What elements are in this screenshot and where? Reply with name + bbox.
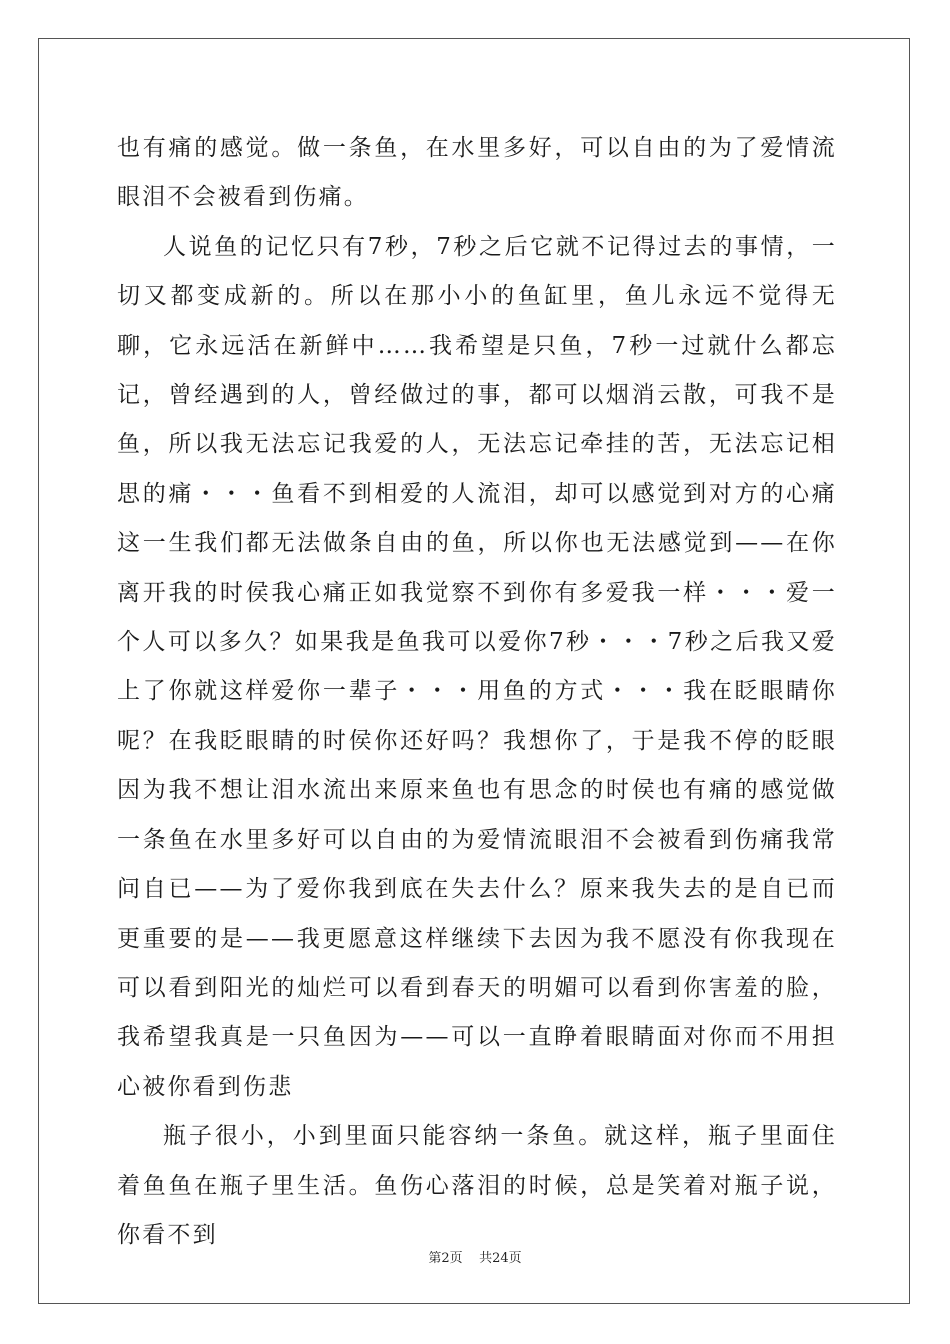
- paragraph-1: 也有痛的感觉。做一条鱼，在水里多好，可以自由的为了爱情流眼泪不会被看到伤痛。: [117, 135, 837, 211]
- page-number-footer: 第2页 共24页: [428, 1251, 522, 1266]
- document-body: [117, 124, 837, 1260]
- paragraph-2: 人说鱼的记忆只有7秒，7秒之后它就不记得过去的事情，一切又都变成新的。所以在那小小的鱼缸里，鱼儿永远不觉得无聊，它永远活在新鲜中……我希望是只鱼，7秒一过就什么都忘记，曾经遇到的人，曾经做过的事，都可以烟消云散，可我不是鱼，所以我无法忘记我爱的人，无法忘记牵挂的苦，无法忘记相思的痛・・・鱼看不到相爱的人流泪，却可以感觉到对方的心痛这一生我们都无法做条自由的鱼，所以你也无法感觉到——在你离开我的时侯我心痛正如我觉察不到你有多爱我一样・・・爱一个人可以多久？如果我是鱼我可以爱你7秒・・・7秒之后我又爱上了你就这样爱你一辈子・・・用鱼的方式・・・我在眨眼睛你呢？在我眨眼睛的时侯你还好吗？我想你了，于是我不停的眨眼因为我不想让泪水流出来原来鱼也有思念的时侯也有痛的感觉做一条鱼在水里多好可以自由的为爱情流眼泪不会被看到伤痛我常问自已——为了爱你我到底在失去什么？原来我失去的是自已而更重要的是——我更愿意这样继续下去因为我不愿没有你我现在可以看到阳光的灿烂可以看到春天的明媚可以看到你害羞的脸，我希望我真是一只鱼因为——可以一直睁着眼睛面对你而不用担心被你看到伤悲: [117, 233, 837, 1100]
- paragraph-3: 瓶子很小，小到里面只能容纳一条鱼。就这样，瓶子里面住着鱼鱼在瓶子里生活。鱼伤心落泪的时候，总是笑着对瓶子说，你看不到: [117, 1123, 837, 1248]
